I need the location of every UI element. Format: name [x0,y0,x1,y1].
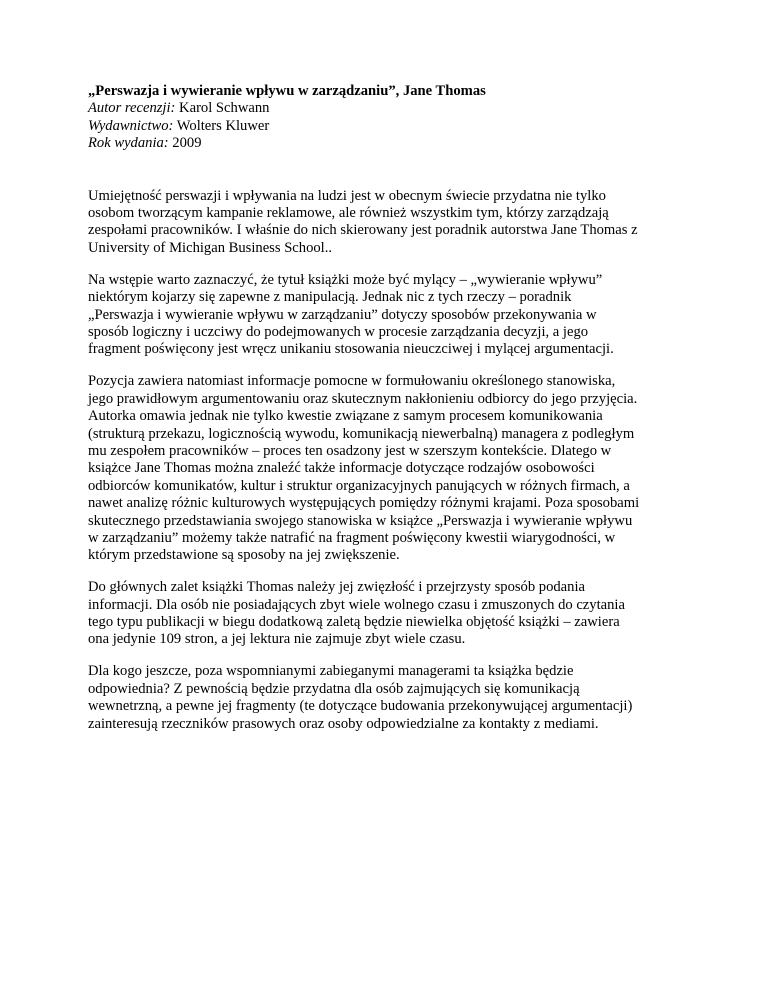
text-line: osobom tworzącym kampanie reklamowe, ale również wszystkim tym, którzy zarządzają [88,205,609,222]
text-line: w zarządzaniu” możemy także natrafić na fragment poświęcony kwestii wiarygodności, w [88,529,616,546]
text-line: książce Jane Thomas można znaleźć także informacje dotyczące rodzajów osobowości [88,460,595,477]
publisher-line [88,118,688,135]
paragraph-intro [88,188,688,258]
text-line: „Perswazja i wywieranie wpływu w zarządzaniu” dotyczy sposobów przekonywania w [88,306,597,323]
text-line: (strukturą przekazu, logicznością wywodu, komunikacją niewerbalną) managera z podległym [88,425,635,442]
review-author-line [88,100,688,117]
text-line: odpowiednia? Z pewnością będzie przydatna dla osób zajmujących się komunikacją [88,680,580,697]
paragraph-title-note [88,272,688,359]
text-line: informacji. Dla osób nie posiadających zbyt wiele wolnego czasu i zmuszonych do czytania [88,596,625,613]
review-author-value: Karol Schwann [175,100,270,117]
text-line: niektórym kojarzy się zapewne z manipulacją. Jednak nic z tych rzeczy – poradnik [88,289,572,306]
text-line: tego typu publikacji w biegu dodatkową zaletą będzie niewielka objętość książki – zawiera [88,614,620,631]
text-line: Autorka omawia jednak nie tylko kwestie związane z samym procesem komunikowania [88,408,603,425]
document-title: „Perswazja i wywieranie wpływu w zarządzaniu”, Jane Thomas [88,83,486,99]
paragraph-audience [88,663,688,733]
review-author-label: Autor recenzji: [88,100,176,117]
text-line: ona jedynie 109 stron, a jej lektura nie zajmuje zbyt wiele czasu. [88,631,466,648]
document-page [88,83,688,748]
text-line: wewnetrzną, a pewne jej fragmenty (te dotyczące budowania przekonywującej argumentacji) [88,698,633,715]
text-line: sposób logiczny i uczciwy do podejmowanych w procesie zarządzania decyzji, a jego [88,323,589,340]
text-line: mu zespołem pracowników – proces ten osadzony jest w szerszym kontekście. Dlatego w [88,442,612,459]
text-line: skutecznego przedstawiania swojego stanowiska w książce „Perswazja i wywieranie wpływu [88,512,633,529]
text-line: odbiorców komunikatów, kultur i struktur organizacyjnych panujących w różnych firmach, a [88,477,630,494]
text-line: fragment poświęcony jest wręcz unikaniu stosowania nieuczciwej i mylącej argumentacji. [88,341,614,358]
paragraph-advantages [88,579,688,649]
publisher-label: Wydawnictwo: [88,117,174,134]
publication-year-line [88,135,688,152]
text-line: Pozycja zawiera natomiast informacje pomocne w formułowaniu określonego stanowiska, [88,373,616,390]
text-line: zespołami pracowników. I właśnie do nich skierowany jest poradnik autorstwa Jane Thomas z [88,222,638,239]
publisher-value: Wolters Kluwer [173,117,270,134]
text-line: Na wstępie warto zaznaczyć, że tytuł książki może być mylący – „wywieranie wpływu” [88,271,603,288]
text-line: Dla kogo jeszcze, poza wspomnianymi zabieganymi managerami ta książka będzie [88,663,574,680]
text-line: zainteresują rzeczników prasowych oraz osoby odpowiedzialne za kontakty z mediami. [88,715,599,732]
text-line: University of Michigan Business School.. [88,239,333,256]
text-line: Umiejętność perswazji i wpływania na ludzi jest w obecnym świecie przydatna nie tylko [88,187,606,204]
text-line: którym przedstawione są sposoby na jej zwiększenie. [88,547,400,564]
paragraph-contents [88,373,688,564]
publication-year-value: 2009 [168,135,202,152]
publication-year-label: Rok wydania: [88,135,169,152]
text-line: jego prawidłowym argumentowaniu oraz skutecznym nakłonieniu odbiorcy do jego przyjęcia. [88,390,638,407]
text-line: Do głównych zalet książki Thomas należy jej zwięzłość i przejrzysty sposób podania [88,579,585,596]
review-body [88,188,688,733]
text-line: nawet analizę różnic kulturowych występujących pomiędzy różnymi krajami. Poza sposobami [88,495,640,512]
